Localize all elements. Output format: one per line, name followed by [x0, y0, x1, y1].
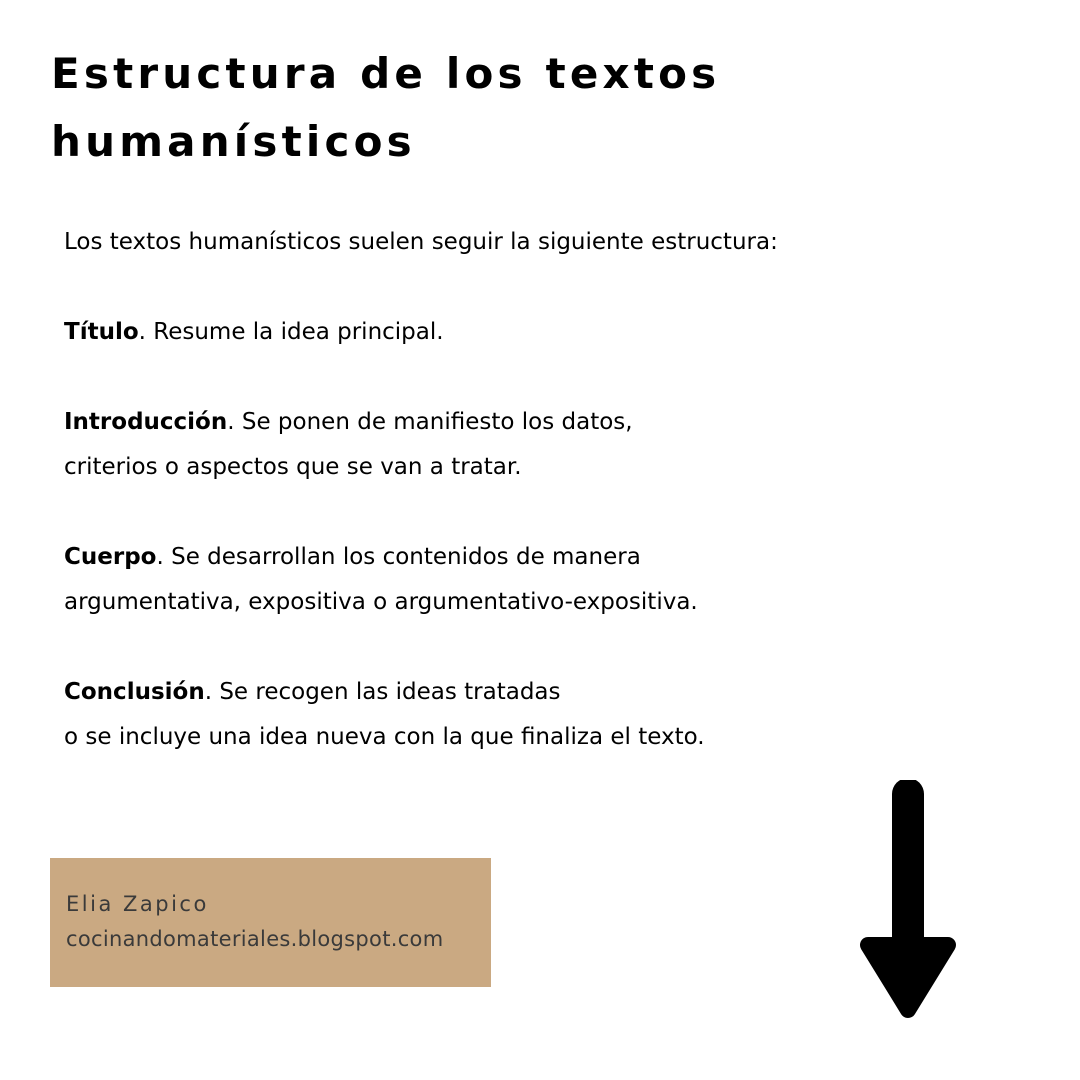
spacer — [64, 265, 1024, 310]
page-title — [51, 40, 1011, 176]
section-text: o se incluye una idea nueva con la que finaliza el texto. — [64, 724, 705, 750]
section-text: argumentativa, expositiva o argumentativo-expositiva. — [64, 589, 698, 615]
title-line-1: Estructura de los textos — [51, 49, 721, 98]
section-term: Título — [64, 319, 139, 345]
credit-blog-url[interactable]: cocinandomateriales.blogspot.com — [66, 927, 444, 951]
spacer — [64, 490, 1024, 535]
section-text: . Resume la idea principal. — [138, 319, 444, 345]
section-term: Conclusión — [64, 679, 205, 705]
section-text: . Se ponen de manifiesto los datos, — [227, 409, 633, 435]
down-arrow-icon — [858, 780, 958, 1020]
section-term: Introducción — [64, 409, 228, 435]
credit-author: Elia Zapico — [66, 892, 209, 916]
section-text: . Se desarrollan los contenidos de manera — [156, 544, 641, 570]
spacer — [64, 355, 1024, 400]
section-conclusion — [64, 670, 1024, 760]
section-text: . Se recogen las ideas tratadas — [204, 679, 561, 705]
title-line-2: humanísticos — [51, 117, 416, 166]
intro-paragraph: Los textos humanísticos suelen seguir la siguiente estructura: — [64, 229, 778, 255]
spacer — [64, 625, 1024, 670]
section-text: criterios o aspectos que se van a tratar. — [64, 454, 522, 480]
credit-box — [50, 858, 491, 987]
body-text — [64, 220, 1024, 760]
section-introduccion — [64, 400, 1024, 490]
section-term: Cuerpo — [64, 544, 157, 570]
section-cuerpo — [64, 535, 1024, 625]
section-titulo — [64, 310, 1024, 355]
